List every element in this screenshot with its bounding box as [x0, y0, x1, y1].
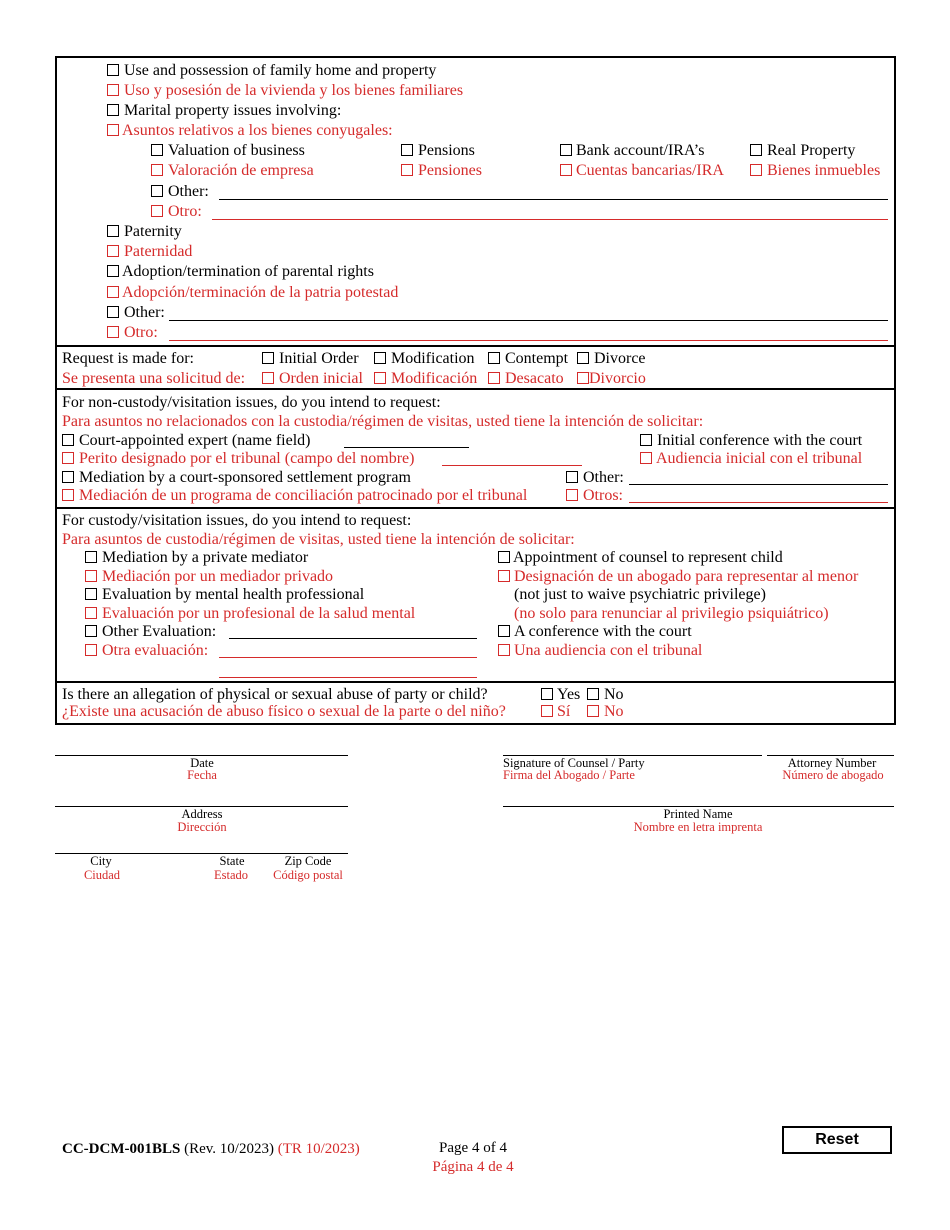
other-evaluation-field-es[interactable]	[219, 657, 477, 658]
family-home-label: Use and possession of family home and property	[124, 62, 437, 79]
non-custody-other-field[interactable]	[629, 484, 888, 485]
non-custody-other-label: Other:	[583, 469, 624, 486]
other-evaluation-checkbox-es[interactable]	[85, 644, 97, 656]
settlement-mediation-checkbox[interactable]	[62, 471, 74, 483]
city-label: City	[90, 854, 112, 868]
non-custody-other-label-es: Otros:	[583, 487, 623, 504]
attorney-number-label-es: Número de abogado	[782, 768, 884, 782]
state-label-es: Estado	[213, 868, 249, 882]
not-waive-note-es: (no solo para renunciar al privilegio psiquiátrico)	[514, 605, 829, 622]
abuse-yes-checkbox-es[interactable]	[541, 705, 553, 717]
modification-checkbox-es[interactable]	[374, 372, 386, 384]
other-evaluation-field-es-2[interactable]	[219, 677, 477, 678]
court-conference-checkbox[interactable]	[498, 625, 510, 637]
marital-other-label: Other:	[168, 183, 209, 200]
zip-label-es: Código postal	[273, 868, 343, 882]
request-made-for-label-es: Se presenta una solicitud de:	[62, 370, 246, 387]
custody-heading-es: Para asuntos de custodia/régimen de visitas, usted tiene la intención de solicitar:	[62, 531, 575, 548]
court-expert-field-es[interactable]	[442, 465, 582, 466]
abuse-no-label-es: No	[604, 703, 624, 720]
initial-conference-label-es: Audiencia inicial con el tribunal	[656, 450, 863, 467]
city-label-es: Ciudad	[83, 868, 121, 882]
marital-property-label: Marital property issues involving:	[124, 102, 342, 119]
modification-label: Modification	[391, 350, 475, 367]
family-home-checkbox[interactable]	[107, 64, 119, 76]
date-label: Date	[190, 756, 214, 770]
private-mediator-checkbox[interactable]	[85, 551, 97, 563]
paternity-label-es: Paternidad	[124, 243, 193, 260]
paternity-label: Paternity	[124, 223, 182, 240]
settlement-mediation-checkbox-es[interactable]	[62, 489, 74, 501]
divorce-label: Divorce	[594, 350, 646, 367]
section-divider	[55, 507, 896, 509]
family-home-label-es: Uso y posesión de la vivienda y los bienes familiares	[124, 82, 464, 99]
pensions-checkbox-es[interactable]	[401, 164, 413, 176]
other-issue-field-es[interactable]	[169, 340, 888, 341]
settlement-mediation-label: Mediation by a court-sponsored settlement program	[79, 469, 411, 486]
abuse-no-checkbox-es[interactable]	[587, 705, 599, 717]
court-conference-label: A conference with the court	[514, 623, 692, 640]
non-custody-heading: For non-custody/visitation issues, do you intend to request:	[62, 394, 441, 411]
page-number-es: Página 4 de 4	[432, 1159, 514, 1175]
private-mediator-label: Mediation by a private mediator	[102, 549, 309, 566]
other-issue-label-es: Otro:	[124, 324, 158, 341]
modification-checkbox[interactable]	[374, 352, 386, 364]
mental-health-eval-label-es: Evaluación por un profesional de la salud mental	[102, 605, 416, 622]
adoption-checkbox-es[interactable]	[107, 286, 119, 298]
marital-property-label-es: Asuntos relativos a los bienes conyugales:	[122, 122, 393, 139]
valuation-checkbox[interactable]	[151, 144, 163, 156]
contempt-label-es: Desacato	[505, 370, 564, 387]
valuation-label: Valuation of business	[168, 142, 305, 159]
address-label: Address	[181, 807, 223, 821]
modification-label-es: Modificación	[391, 370, 478, 387]
section-divider	[55, 681, 896, 683]
adoption-label-es: Adopción/terminación de la patria potestad	[122, 284, 399, 301]
abuse-yes-label: Yes	[557, 686, 581, 703]
divorce-label-es: Divorcio	[589, 370, 646, 387]
attorney-number-label: Attorney Number	[787, 756, 877, 770]
court-expert-label: Court-appointed expert (name field)	[79, 432, 311, 449]
initial-order-checkbox[interactable]	[262, 352, 274, 364]
abuse-yes-checkbox[interactable]	[541, 688, 553, 700]
non-custody-other-checkbox[interactable]	[566, 471, 578, 483]
address-label-es: Dirección	[177, 820, 227, 834]
translation-revision: (TR 10/2023)	[277, 1141, 360, 1157]
form-id: CC-DCM-001BLS	[62, 1141, 181, 1157]
real-property-checkbox-es[interactable]	[750, 164, 762, 176]
initial-conference-checkbox-es[interactable]	[640, 452, 652, 464]
mental-health-eval-checkbox[interactable]	[85, 588, 97, 600]
initial-order-label-es: Orden inicial	[279, 370, 363, 387]
other-issue-checkbox[interactable]	[107, 306, 119, 318]
divorce-checkbox[interactable]	[577, 352, 589, 364]
court-expert-label-es: Perito designado por el tribunal (campo del nombre)	[79, 450, 415, 467]
page-number: Page 4 of 4	[439, 1140, 507, 1156]
other-issue-label: Other:	[124, 304, 165, 321]
paternity-checkbox-es[interactable]	[107, 245, 119, 257]
request-made-for-label: Request is made for:	[62, 350, 194, 367]
signature-label: Signature of Counsel / Party	[503, 756, 645, 770]
other-evaluation-label-es: Otra evaluación:	[102, 642, 209, 659]
family-home-checkbox-es[interactable]	[107, 84, 119, 96]
bank-account-checkbox-es[interactable]	[560, 164, 572, 176]
real-property-label: Real Property	[767, 142, 856, 159]
paternity-checkbox[interactable]	[107, 225, 119, 237]
state-label: State	[219, 854, 245, 868]
marital-other-field[interactable]	[219, 199, 888, 200]
non-custody-heading-es: Para asuntos no relacionados con la custodia/régimen de visitas, usted tiene la intención de solicitar:	[62, 413, 704, 430]
reset-button[interactable]: Reset	[782, 1126, 892, 1154]
initial-order-label: Initial Order	[279, 350, 359, 367]
valuation-checkbox-es[interactable]	[151, 164, 163, 176]
abuse-no-checkbox[interactable]	[587, 688, 599, 700]
settlement-mediation-label-es: Mediación de un programa de conciliación patrocinado por el tribunal	[79, 487, 528, 504]
non-custody-other-field-es[interactable]	[629, 502, 888, 503]
initial-conference-label: Initial conference with the court	[657, 432, 863, 449]
court-conference-checkbox-es[interactable]	[498, 644, 510, 656]
form-revision: (Rev. 10/2023)	[184, 1141, 274, 1157]
marital-other-field-es[interactable]	[212, 219, 888, 220]
pensions-checkbox[interactable]	[401, 144, 413, 156]
mental-health-eval-checkbox-es[interactable]	[85, 607, 97, 619]
bank-account-label: Bank account/IRA’s	[576, 142, 705, 159]
abuse-yes-label-es: Sí	[557, 703, 571, 720]
valuation-label-es: Valoración de empresa	[168, 162, 314, 179]
abuse-question: Is there an allegation of physical or sexual abuse of party or child?	[62, 686, 488, 703]
court-conference-label-es: Una audiencia con el tribunal	[514, 642, 703, 659]
initial-order-checkbox-es[interactable]	[262, 372, 274, 384]
real-property-checkbox[interactable]	[750, 144, 762, 156]
not-waive-note: (not just to waive psychiatric privilege)	[514, 586, 766, 603]
court-expert-field[interactable]	[344, 447, 469, 448]
marital-other-checkbox-es[interactable]	[151, 205, 163, 217]
other-evaluation-field[interactable]	[229, 638, 477, 639]
private-mediator-label-es: Mediación por un mediador privado	[102, 568, 334, 585]
printed-name-label-es: Nombre en letra imprenta	[633, 820, 763, 834]
contempt-checkbox-es[interactable]	[488, 372, 500, 384]
non-custody-other-checkbox-es[interactable]	[566, 489, 578, 501]
abuse-no-label: No	[604, 686, 624, 703]
child-counsel-label: Appointment of counsel to represent child	[513, 549, 783, 566]
section-divider	[55, 388, 896, 390]
signature-label-es: Firma del Abogado / Parte	[503, 768, 635, 782]
marital-other-checkbox[interactable]	[151, 185, 163, 197]
marital-property-checkbox-es[interactable]	[107, 124, 119, 136]
other-issue-checkbox-es[interactable]	[107, 326, 119, 338]
child-counsel-checkbox[interactable]	[498, 551, 510, 563]
marital-other-label-es: Otro:	[168, 203, 202, 220]
divorce-checkbox-es[interactable]	[577, 372, 589, 384]
contempt-label: Contempt	[505, 350, 569, 367]
other-evaluation-checkbox[interactable]	[85, 625, 97, 637]
real-property-label-es: Bienes inmuebles	[767, 162, 881, 179]
initial-conference-checkbox[interactable]	[640, 434, 652, 446]
form-identifier	[62, 1142, 360, 1157]
child-counsel-checkbox-es[interactable]	[498, 570, 510, 582]
custody-heading: For custody/visitation issues, do you intend to request:	[62, 512, 412, 529]
court-expert-checkbox-es[interactable]	[62, 452, 74, 464]
court-expert-checkbox[interactable]	[62, 434, 74, 446]
other-issue-field[interactable]	[169, 320, 888, 321]
other-evaluation-label: Other Evaluation:	[102, 623, 217, 640]
contempt-checkbox[interactable]	[488, 352, 500, 364]
section-divider	[55, 345, 896, 347]
adoption-checkbox[interactable]	[107, 265, 119, 277]
date-label-es: Fecha	[187, 768, 217, 782]
bank-account-label-es: Cuentas bancarias/IRA	[576, 162, 724, 179]
adoption-label: Adoption/termination of parental rights	[122, 263, 374, 280]
zip-label: Zip Code	[284, 854, 332, 868]
marital-property-checkbox[interactable]	[107, 104, 119, 116]
child-counsel-label-es: Designación de un abogado para representar al menor	[514, 568, 859, 585]
abuse-question-es: ¿Existe una acusación de abuso físico o sexual de la parte o del niño?	[62, 703, 506, 720]
pensions-label-es: Pensiones	[418, 162, 482, 179]
mental-health-eval-label: Evaluation by mental health professional	[102, 586, 365, 603]
private-mediator-checkbox-es[interactable]	[85, 570, 97, 582]
pensions-label: Pensions	[418, 142, 475, 159]
bank-account-checkbox[interactable]	[560, 144, 572, 156]
printed-name-label: Printed Name	[663, 807, 733, 821]
